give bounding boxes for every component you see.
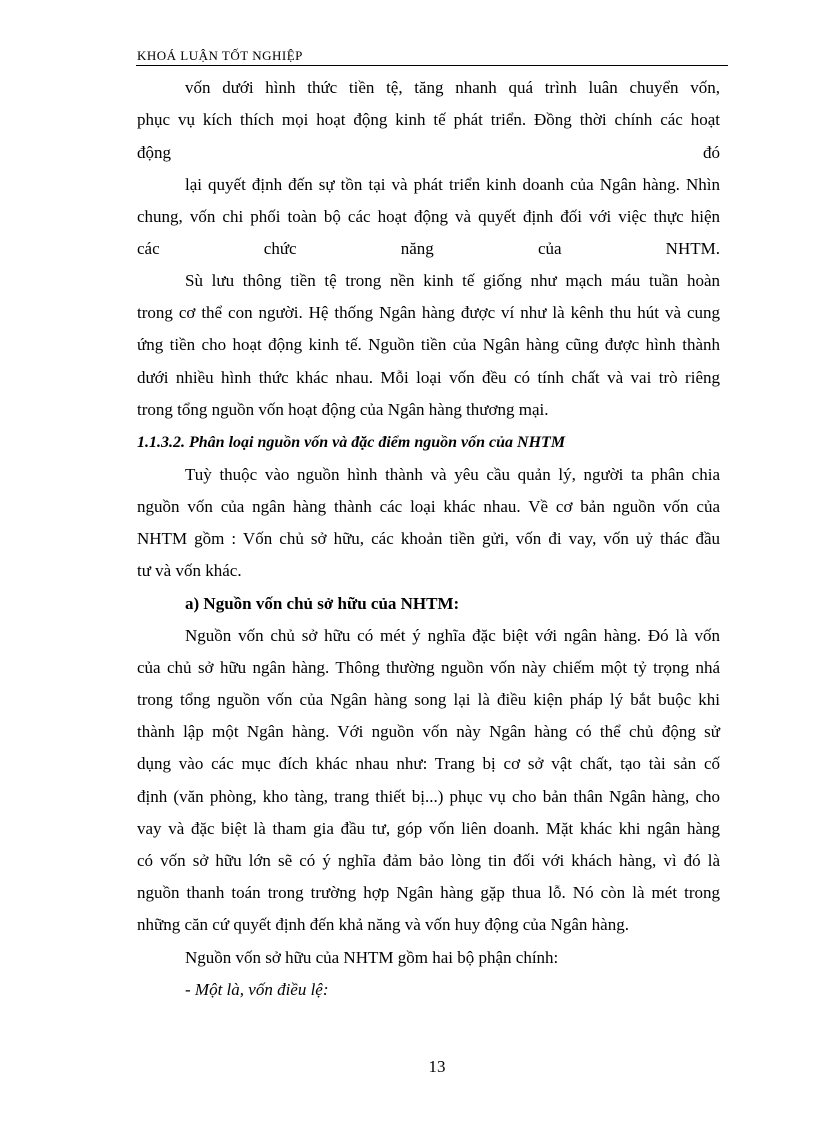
body-line: phục vụ kích thích mọi hoạt động kinh tế phát triển. Đồng thời chính các hoạt: [137, 110, 720, 129]
body-line: trong tổng nguồn vốn của Ngân hàng song lại là điều kiện pháp lý bắt buộc khi: [137, 690, 720, 709]
body-line: nguồn thanh toán trong trường hợp Ngân hàng gặp thua lỗ. Nó còn là mét trong: [137, 883, 720, 902]
body-line: vay và đặc biệt là tham gia đầu tư, góp vốn liên doanh. Mặt khác khi ngân hàng: [137, 819, 720, 838]
page-number: 13: [428, 1057, 446, 1076]
body-line: NHTM gồm : Vốn chủ sở hữu, các khoản tiền gửi, vốn đi vay, vốn uỷ thác đầu: [137, 529, 720, 548]
body-line: dụng vào các mục đích khác nhau như: Trang bị cơ sở vật chất, tạo tài sản cố: [137, 754, 720, 773]
body-line: Tuỳ thuộc vào nguồn hình thành và yêu cầu quản lý, người ta phân chia: [185, 465, 720, 484]
header-divider: [136, 65, 728, 66]
body-line: Nguồn vốn chủ sở hữu có mét ý nghĩa đặc biệt với ngân hàng. Đó là vốn: [185, 626, 720, 645]
body-line: trong cơ thể con người. Hệ thống Ngân hàng được ví như là kênh thu hút và cung: [137, 303, 720, 322]
body-line: Sù lưu thông tiền tệ trong nền kinh tế giống như mạch máu tuần hoàn: [185, 271, 720, 290]
section-heading: 1.1.3.2. Phân loại nguồn vốn và đặc điểm nguồn vốn của NHTM: [137, 434, 566, 451]
body-line: trong tổng nguồn vốn hoạt động của Ngân hàng thương mại.: [137, 400, 549, 419]
body-line: chung, vốn chi phối toàn bộ các hoạt động và quyết định đối với việc thực hiện: [137, 207, 720, 226]
body-line: lại quyết định đến sự tồn tại và phát triển kinh doanh của Ngân hàng. Nhìn: [185, 175, 720, 194]
body-line: dưới nhiều hình thức khác nhau. Mỗi loại vốn đều có tính chất và vai trò riêng: [137, 368, 720, 387]
subsection-heading: a) Nguồn vốn chủ sở hữu của NHTM:: [185, 594, 460, 613]
body-line: động đó: [137, 143, 720, 162]
body-line: định (văn phòng, kho tàng, trang thiết bị...) phục vụ cho bản thân Ngân hàng, cho: [137, 787, 720, 806]
body-line: của chủ sở hữu ngân hàng. Thông thường nguồn vốn này chiếm một tỷ trọng nhá: [137, 658, 720, 677]
body-line: các chức năng của NHTM.: [137, 239, 720, 258]
body-line: tư và vốn khác.: [137, 561, 242, 580]
running-header: KHOÁ LUẬN TỐT NGHIỆP: [137, 48, 303, 63]
body-line: vốn dưới hình thức tiền tệ, tăng nhanh quá trình luân chuyển vốn,: [185, 78, 720, 97]
body-line: ứng tiền cho hoạt động kinh tế. Nguồn tiền của Ngân hàng cũng được hình thành: [137, 335, 720, 354]
body-line: Nguồn vốn sở hữu của NHTM gồm hai bộ phận chính:: [185, 948, 559, 967]
body-line: thành lập một Ngân hàng. Với nguồn vốn này Ngân hàng có thể chủ động sử: [137, 722, 720, 741]
body-line: có vốn sở hữu lớn sẽ có ý nghĩa đảm bảo lòng tin đối với khách hàng, vì đó là: [137, 851, 720, 870]
body-line: nguồn vốn của ngân hàng thành các loại khác nhau. Về cơ bản nguồn vốn của: [137, 497, 720, 516]
body-line: những căn cứ quyết định đến khả năng và vốn huy động của Ngân hàng.: [137, 915, 629, 934]
list-item: - Một là, vốn điều lệ:: [185, 980, 329, 999]
